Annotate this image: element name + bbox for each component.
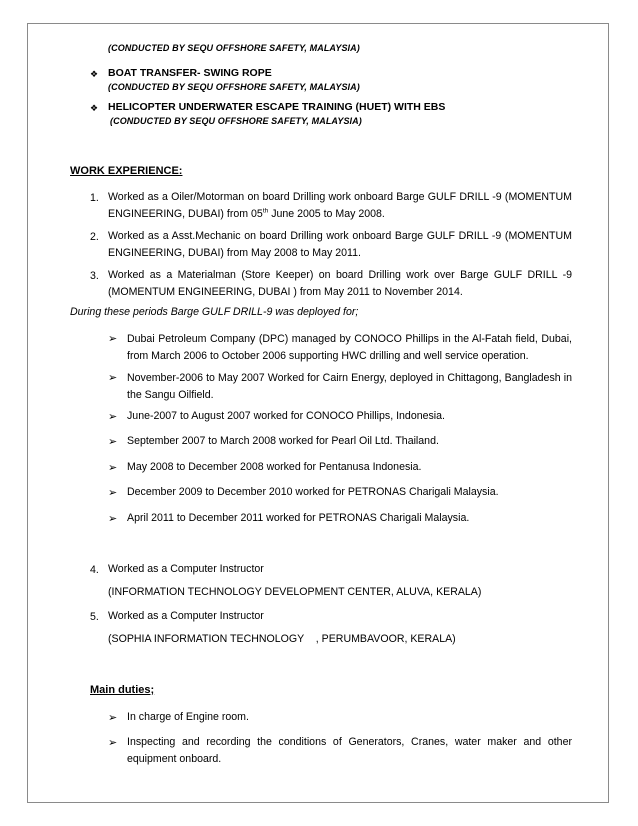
training-top-note: (CONDUCTED BY SEQU OFFSHORE SAFETY, MALAYSIA) [108, 43, 360, 53]
duty-item: In charge of Engine room. [127, 711, 249, 723]
arrow-bullet-icon: ➢ [108, 712, 118, 724]
training-title: HELICOPTER UNDERWATER ESCAPE TRAINING (HUET) WITH EBS [108, 101, 446, 113]
job-place: (SOPHIA INFORMATION TECHNOLOGY , PERUMBAVOOR, KERALA) [108, 633, 456, 645]
training-note: (CONDUCTED BY SEQU OFFSHORE SAFETY, MALAYSIA) [108, 82, 360, 92]
duty-item: Inspecting and recording the conditions of Generators, Cranes, water maker and other equipment onboard. [127, 736, 572, 765]
job-number: 1. [90, 192, 99, 204]
training-note: (CONDUCTED BY SEQU OFFSHORE SAFETY, MALAYSIA) [110, 116, 362, 126]
arrow-bullet-icon: ➢ [108, 436, 118, 448]
deployment-intro: During these periods Barge GULF DRILL-9 was deployed for; [70, 306, 359, 318]
job-number: 5. [90, 611, 99, 623]
arrow-bullet-icon: ➢ [108, 372, 118, 384]
job-number: 4. [90, 564, 99, 576]
deployment-item: November-2006 to May 2007 Worked for Cairn Energy, deployed in Chittagong, Bangladesh in the Sangu Oilfield. [127, 372, 572, 401]
deployment-item: May 2008 to December 2008 worked for Pentanusa Indonesia. [127, 461, 422, 473]
arrow-bullet-icon: ➢ [108, 487, 118, 499]
deployment-item: June-2007 to August 2007 worked for CONOCO Phillips, Indonesia. [127, 410, 445, 422]
main-duties-heading: Main duties; [90, 684, 155, 696]
work-experience-heading: WORK EXPERIENCE: [70, 165, 183, 177]
arrow-bullet-icon: ➢ [108, 513, 118, 525]
job-description: Worked as a Materialman (Store Keeper) on board Drilling work over Barge GULF DRILL -9 (MOMENTUM ENGINEERING, DUBAI ) from May 2011 to November 2014. [108, 269, 572, 298]
arrow-bullet-icon: ➢ [108, 411, 118, 423]
deployment-item: December 2009 to December 2010 worked for PETRONAS Charigali Malaysia. [127, 486, 499, 498]
arrow-bullet-icon: ➢ [108, 462, 118, 474]
deployment-item: September 2007 to March 2008 worked for Pearl Oil Ltd. Thailand. [127, 435, 439, 447]
job-description: Worked as a Oiler/Motorman on board Drilling work onboard Barge GULF DRILL -9 (MOMENTUM ENGINEERING, DUBAI) from 05th June 2005 to May 2008. [108, 191, 572, 220]
diamond-bullet-icon: ❖ [90, 103, 99, 113]
job-number: 3. [90, 270, 99, 282]
job-place: (INFORMATION TECHNOLOGY DEVELOPMENT CENTER, ALUVA, KERALA) [108, 586, 482, 598]
deployment-item: April 2011 to December 2011 worked for PETRONAS Charigali Malaysia. [127, 512, 470, 524]
job-title: Worked as a Computer Instructor [108, 563, 264, 575]
diamond-bullet-icon: ❖ [90, 69, 99, 79]
job-number: 2. [90, 231, 99, 243]
deployment-item: Dubai Petroleum Company (DPC) managed by CONOCO Phillips in the Al-Fatah field, Dubai, from March 2006 to October 2006 supporting HWC drilling and well service operation. [127, 333, 572, 362]
arrow-bullet-icon: ➢ [108, 333, 118, 345]
arrow-bullet-icon: ➢ [108, 737, 118, 749]
job-description: Worked as a Asst.Mechanic on board Drilling work onboard Barge GULF DRILL -9 (MOMENTUM ENGINEERING, DUBAI) from May 2008 to May 2011. [108, 230, 572, 259]
job-title: Worked as a Computer Instructor [108, 610, 264, 622]
training-title: BOAT TRANSFER- SWING ROPE [108, 67, 272, 79]
